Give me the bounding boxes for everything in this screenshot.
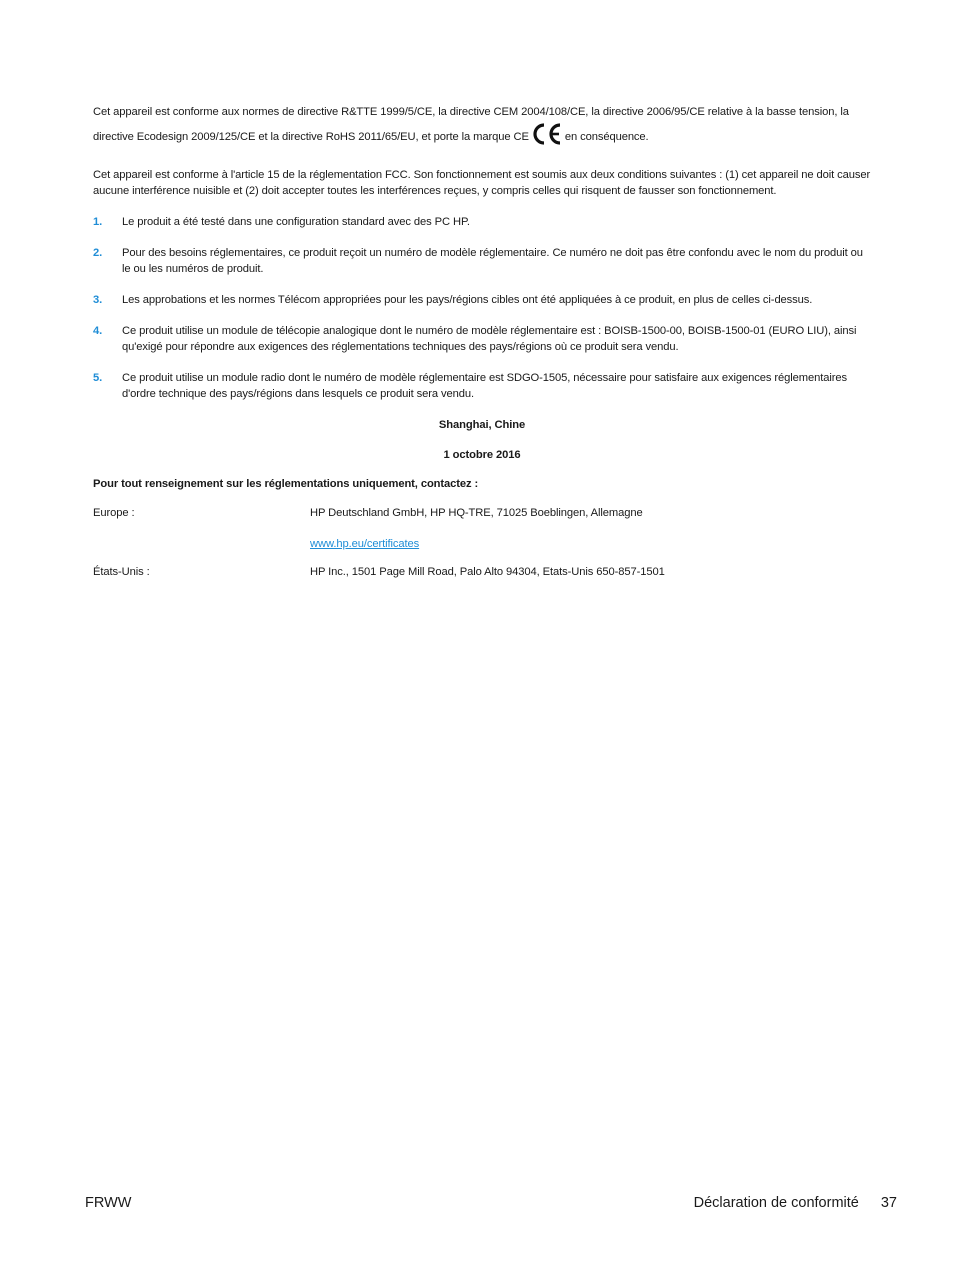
list-number: 5.: [93, 372, 103, 384]
footer-right: [694, 1193, 897, 1213]
list-text: Ce produit utilise un module de télécopie analogique dont le numéro de modèle réglementaire est : BOISB-1500-00, BOISB-1500-01 (EURO LIU), ainsi qu'exigé pour répondre aux exigences des réglementations techniques des pays/régions où ce produit sera vendu.: [122, 325, 857, 353]
contact-row-us: [93, 564, 871, 580]
empty-label: [93, 536, 310, 552]
list-item: [93, 214, 871, 230]
footer-locale: FRWW: [85, 1195, 132, 1211]
list-text: Le produit a été testé dans une configuration standard avec des PC HP.: [122, 216, 470, 228]
numbered-list: [93, 214, 871, 402]
fcc-paragraph: Cet appareil est conforme à l'article 15 de la réglementation FCC. Son fonctionnement est soumis aux deux conditions suivantes : (1) cet appareil ne doit causer aucune interférence nuisible et (2) doit accepter toutes les interférences reçues, y compris celles qui risquent de fausser son fonctionnement.: [93, 169, 871, 197]
conformity-text: Cet appareil est conforme aux normes de directive R&TTE 1999/5/CE, la directive CEM 2004/108/CE, la directive 2006/95/CE relative à la basse tension, la directive Ecodesign 2009/125/CE et la directive RoHS 2011/65/EU, et porte la marque CE: [93, 106, 849, 143]
list-item: [93, 323, 871, 355]
date: 1 octobre 2016: [443, 449, 521, 461]
list-number: 2.: [93, 247, 103, 259]
list-item: [93, 245, 871, 277]
list-text: Ce produit utilise un module radio dont le numéro de modèle réglementaire est SDGO-1505, nécessaire pour satisfaire aux exigences réglementaires d'ordre technique des pays/régions dans lesquels ce produit sera vendu.: [122, 372, 847, 400]
europe-address: HP Deutschland GmbH, HP HQ-TRE, 71025 Boeblingen, Allemagne: [310, 507, 643, 519]
contact-row-europe: [93, 505, 871, 521]
footer-section: Déclaration de conformité: [693, 1195, 859, 1211]
list-item: [93, 370, 871, 402]
list-number: 4.: [93, 325, 103, 337]
list-text: Pour des besoins réglementaires, ce produit reçoit un numéro de modèle réglementaire. Ce numéro ne doit pas être confondu avec le nom du produit ou le ou les numéros de produit.: [122, 247, 863, 275]
page-number: 37: [880, 1195, 897, 1211]
list-text: Les approbations et les normes Télécom appropriées pour les pays/régions cibles ont été appliquées à ce produit, en plus de celles ci-dessus.: [122, 294, 813, 306]
us-address: HP Inc., 1501 Page Mill Road, Palo Alto 94304, Etats-Unis 650-857-1501: [310, 566, 665, 578]
list-item: [93, 292, 871, 308]
contact-heading: Pour tout renseignement sur les réglementations uniquement, contactez :: [93, 478, 479, 490]
place: Shanghai, Chine: [438, 419, 526, 431]
ce-mark-icon: [531, 122, 563, 153]
list-number: 1.: [93, 216, 103, 228]
contact-row-europe-link: [93, 536, 871, 552]
list-number: 3.: [93, 294, 103, 306]
page-footer: [85, 1193, 897, 1213]
conformity-paragraph: [93, 102, 871, 153]
certificates-link[interactable]: www.hp.eu/certificates: [310, 538, 420, 550]
us-label: États-Unis :: [93, 566, 150, 578]
conformity-text-end: en conséquence.: [564, 131, 649, 143]
document-body: [93, 102, 871, 580]
europe-label: Europe :: [93, 507, 135, 519]
